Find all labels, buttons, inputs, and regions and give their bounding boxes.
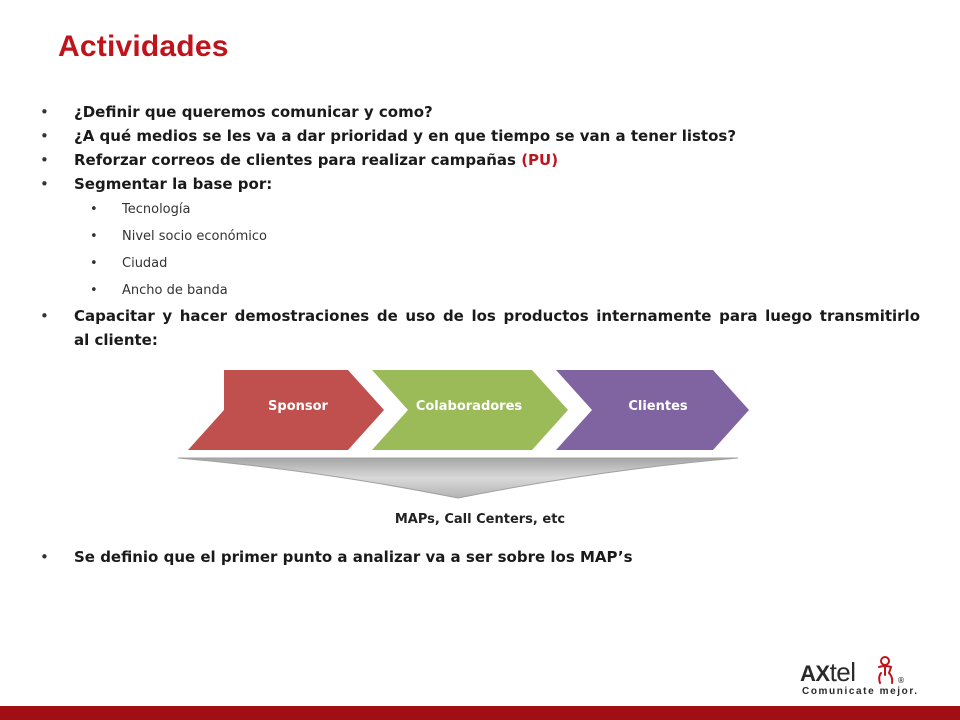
sub-bullet-item: • Tecnología [40,196,920,223]
bullet-accent-text: (PU) [521,151,559,169]
chevron-label-clientes: Clientes [628,399,688,414]
logo-tagline: Comunicate mejor. [802,686,919,697]
bullet-item [40,304,920,352]
axtel-logo [800,655,920,705]
bottom-accent-bar [0,706,960,720]
diagram-caption: MAPs, Call Centers, etc [394,512,566,527]
logo-prefix: AX [800,661,830,686]
bullet-item [40,100,920,124]
logo-wordmark [800,657,856,688]
bullet-text: ¿A qué medios se les va a dar prioridad y en que tiempo se van a tener listos? [74,127,737,145]
sub-bullet-item: • Ancho de banda [40,277,920,304]
bullet-item [40,148,920,172]
bullet-item [40,124,920,148]
final-bullet-list [40,545,920,569]
slide-title: Actividades [58,30,229,63]
bullet-text-line: al cliente: [74,331,158,349]
sub-bullet-item: • Nivel socio económico [40,223,920,250]
bullet-list [40,100,920,352]
bullet-item [40,172,920,196]
bullet-text: ¿Definir que queremos comunicar y como? [74,103,433,121]
sub-bullet-item: • Ciudad [40,250,920,277]
chevron-label-sponsor: Sponsor [268,399,328,414]
bullet-item [40,545,920,569]
base-arrow-shape [178,456,738,500]
logo-suffix: tel [829,657,856,687]
bullet-text-line: • Capacitar y hacer demostraciones de uso de los productos internamente para luego transmitirlo [74,307,920,325]
logo-registered-mark: ® [897,676,905,685]
logo-figure-icon [876,655,910,685]
process-chevrons [188,370,753,450]
bullet-text: Se definio que el primer punto a analizar va a ser sobre los MAP’s [74,548,633,566]
chevron-label-colaboradores: Colaboradores [415,399,523,414]
bullet-text: Segmentar la base por: [74,175,273,193]
bullet-text: Reforzar correos de clientes para realizar campañas [74,151,522,169]
